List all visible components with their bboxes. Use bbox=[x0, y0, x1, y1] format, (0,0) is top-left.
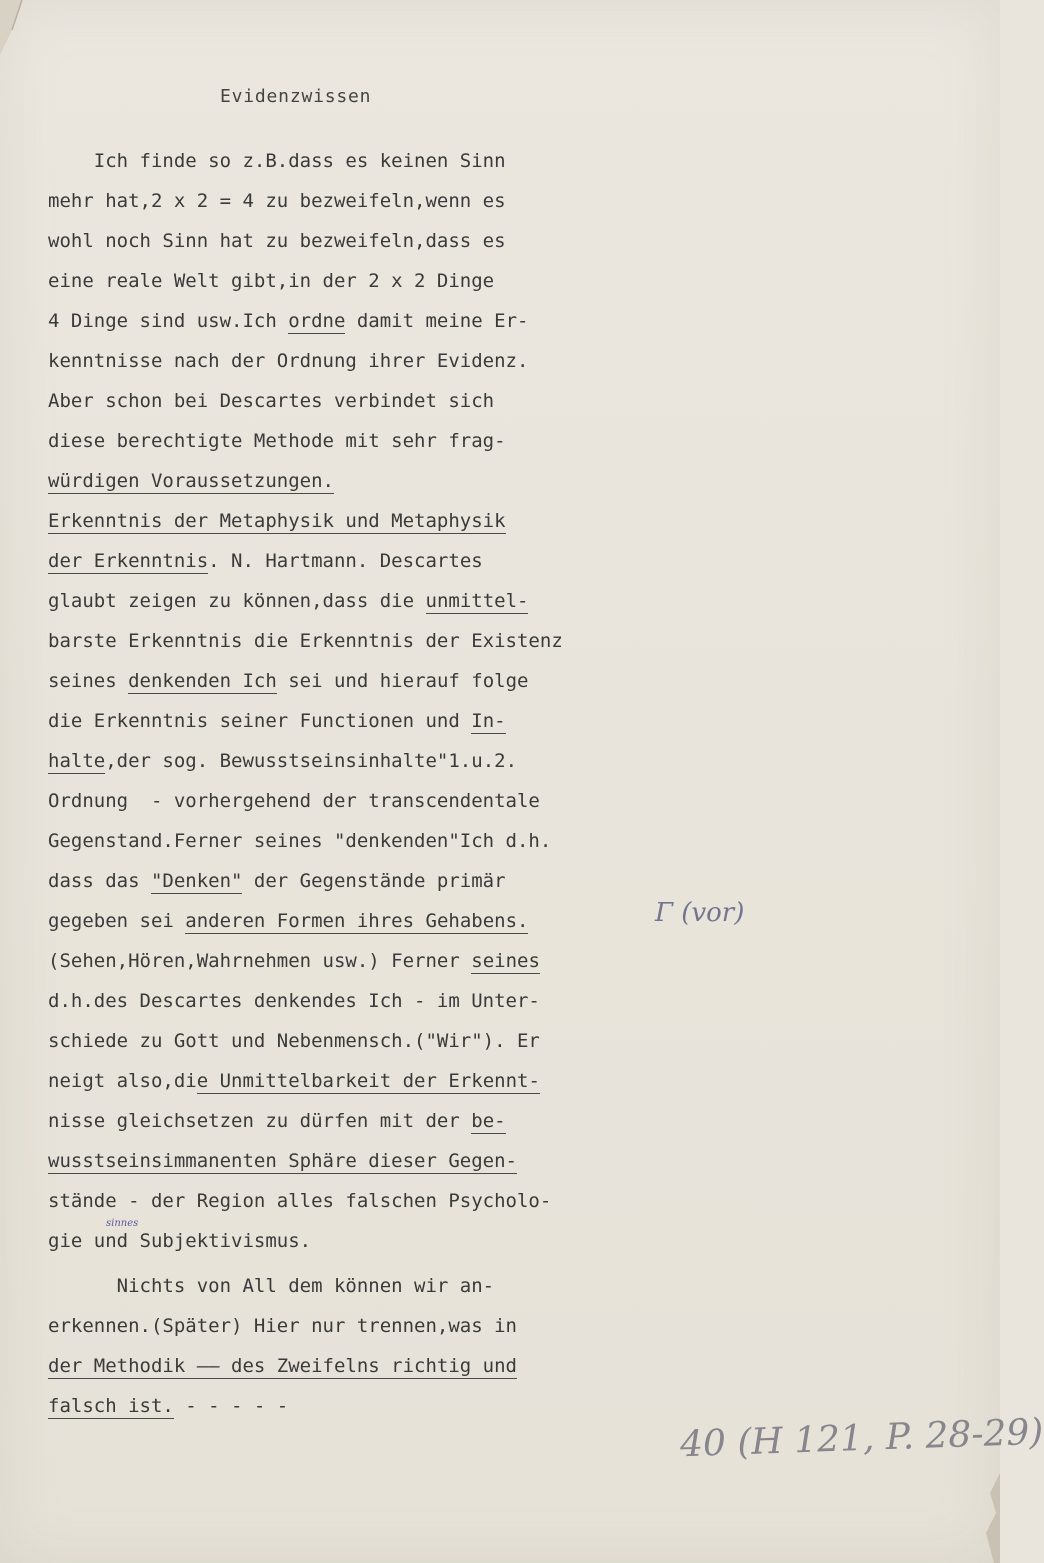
text-line bbox=[48, 590, 528, 612]
text-line-segment: neigt also,di bbox=[48, 1070, 197, 1092]
text-line bbox=[48, 870, 506, 892]
page-corner-fold bbox=[0, 0, 30, 60]
text-line-segment: Ich finde so z.B.dass es keinen Sinn bbox=[48, 150, 506, 172]
text-line bbox=[48, 150, 506, 172]
text-line-segment: stände - der Region alles falschen Psycholo- bbox=[48, 1190, 552, 1212]
text-line-segment: nisse gleichsetzen zu dürfen mit der bbox=[48, 1110, 472, 1132]
underlined-text: Erkenntnis der Metaphysik und Metaphysik bbox=[48, 510, 506, 532]
underlined-text: halte bbox=[48, 750, 106, 772]
underlined-text: seines bbox=[471, 950, 540, 972]
text-line-segment: erkennen.(Später) Hier nur trennen,was in bbox=[48, 1315, 517, 1337]
text-line bbox=[48, 750, 517, 772]
text-line bbox=[48, 1275, 494, 1297]
text-line-segment: Nichts von All dem können wir an- bbox=[48, 1275, 495, 1297]
text-line bbox=[48, 190, 506, 212]
underlined-text: falsch ist. bbox=[48, 1395, 174, 1417]
text-line bbox=[48, 510, 506, 532]
text-line bbox=[48, 710, 506, 732]
underlined-text: wusstseinsimmanenten Sphäre dieser Gegen- bbox=[48, 1150, 517, 1172]
text-line-segment: dass das bbox=[48, 870, 151, 892]
text-line bbox=[48, 1070, 540, 1092]
underlined-text: denkenden Ich bbox=[128, 670, 277, 692]
text-line bbox=[48, 430, 506, 452]
text-line-segment: ,der sog. Bewusstseinsinhalte"1.u.2. bbox=[105, 750, 518, 772]
text-line-segment: Ordnung - vorhergehend der transcendentale bbox=[48, 790, 540, 812]
text-line bbox=[48, 990, 540, 1012]
text-line-segment: gegeben sei bbox=[48, 910, 186, 932]
text-line-segment: . N. Hartmann. Descartes bbox=[208, 550, 483, 572]
inline-sinnes-note: sinnes bbox=[106, 1218, 139, 1229]
text-line-segment: eine reale Welt gibt,in der 2 x 2 Dinge bbox=[48, 270, 495, 292]
text-line bbox=[48, 270, 494, 292]
text-line bbox=[48, 790, 540, 812]
text-line bbox=[48, 1230, 311, 1252]
underlined-text: In- bbox=[471, 710, 506, 732]
text-line-segment: schiede zu Gott und Nebenmensch.("Wir"). Er bbox=[48, 1030, 540, 1052]
text-line bbox=[48, 630, 563, 652]
text-line-segment: mehr hat,2 x 2 = 4 zu bezweifeln,wenn es bbox=[48, 190, 506, 212]
text-line bbox=[48, 1110, 506, 1132]
text-line bbox=[48, 1315, 517, 1337]
text-line bbox=[48, 230, 506, 252]
text-line bbox=[48, 1190, 551, 1212]
text-line bbox=[48, 1395, 288, 1417]
text-line-segment: Aber schon bei Descartes verbindet sich bbox=[48, 390, 495, 412]
text-line-segment: sei und hierauf folge bbox=[276, 670, 529, 692]
text-line bbox=[48, 470, 334, 492]
text-line-segment: barste Erkenntnis die Erkenntnis der Existenz bbox=[48, 630, 563, 652]
margin-note: Γ (vor) bbox=[655, 898, 745, 928]
text-line bbox=[48, 830, 551, 852]
text-line bbox=[48, 390, 494, 412]
text-line-segment: gie und Subjektivismus. bbox=[48, 1230, 312, 1252]
text-line-segment: damit meine Er- bbox=[345, 310, 529, 332]
text-line-segment: wohl noch Sinn hat zu bezweifeln,dass es bbox=[48, 230, 506, 252]
page-reference: 40 (H 121, P. 28-29) bbox=[679, 1411, 1044, 1466]
underlined-text: ordne bbox=[288, 310, 346, 332]
underlined-text: anderen Formen ihres Gehabens. bbox=[185, 910, 529, 932]
text-line bbox=[48, 670, 528, 692]
text-line bbox=[48, 350, 528, 372]
text-line bbox=[48, 1030, 540, 1052]
underlined-text: würdigen Voraussetzungen. bbox=[48, 470, 334, 492]
underlined-text: unmittel- bbox=[425, 590, 529, 612]
text-line-segment: glaubt zeigen zu können,dass die bbox=[48, 590, 426, 612]
text-line-segment: (Sehen,Hören,Wahrnehmen usw.) Ferner bbox=[48, 950, 472, 972]
document-heading: Evidenzwissen bbox=[220, 86, 372, 107]
text-line-segment: 4 Dinge sind usw.Ich bbox=[48, 310, 289, 332]
text-line-segment: diese berechtigte Methode mit sehr frag- bbox=[48, 430, 506, 452]
underlined-text: be- bbox=[471, 1110, 506, 1132]
text-line-segment: die Erkenntnis seiner Functionen und bbox=[48, 710, 472, 732]
text-line-segment: Gegenstand.Ferner seines "denkenden"Ich d.h. bbox=[48, 830, 552, 852]
text-line-segment: - - - - - bbox=[173, 1395, 289, 1417]
underlined-text: der Methodik —— des Zweifelns richtig und bbox=[48, 1355, 517, 1377]
text-line bbox=[48, 1355, 517, 1377]
underlined-text: e Unmittelbarkeit der Erkennt- bbox=[196, 1070, 540, 1092]
text-line-segment: kenntnisse nach der Ordnung ihrer Evidenz. bbox=[48, 350, 529, 372]
text-line bbox=[48, 950, 540, 972]
text-line-segment: der Gegenstände primär bbox=[242, 870, 506, 892]
page-edge-tear bbox=[960, 1473, 1000, 1563]
text-line bbox=[48, 910, 528, 932]
text-line bbox=[48, 550, 483, 572]
text-line bbox=[48, 310, 528, 332]
underlined-text: der Erkenntnis bbox=[48, 550, 209, 572]
underlined-text: "Denken" bbox=[150, 870, 243, 892]
text-line-segment: d.h.des Descartes denkendes Ich - im Unter- bbox=[48, 990, 540, 1012]
text-line-segment: seines bbox=[48, 670, 129, 692]
text-line bbox=[48, 1150, 517, 1172]
